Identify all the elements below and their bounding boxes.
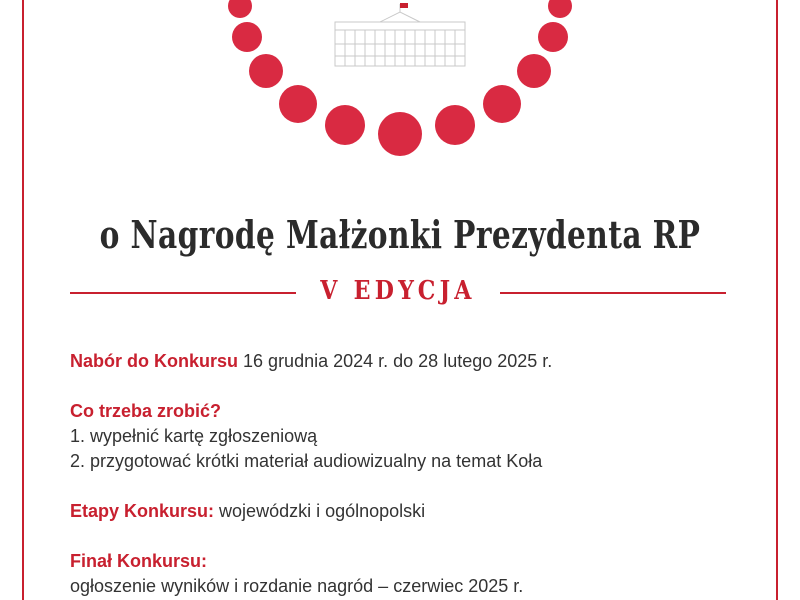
nabor-label: Nabór do Konkursu xyxy=(70,351,239,371)
bead xyxy=(378,112,422,156)
bead xyxy=(279,85,317,123)
nabor-value: 16 grudnia 2024 r. do 28 lutego 2025 r. xyxy=(243,351,553,371)
nabor-section xyxy=(70,349,760,374)
flag-icon xyxy=(400,3,408,8)
edition-banner xyxy=(70,276,726,312)
final-value: ogłoszenie wyników i rozdanie nagród – czerwiec 2025 r. xyxy=(70,576,524,596)
bead xyxy=(483,85,521,123)
bead xyxy=(325,105,365,145)
todo-item-2: 2. przygotować krótki materiał audiowizualny na temat Koła xyxy=(70,451,543,471)
etapy-value: wojewódzki i ogólnopolski xyxy=(219,501,426,521)
todo-section xyxy=(70,399,760,474)
edition-label: V EDYCJA xyxy=(320,276,476,306)
etapy-label: Etapy Konkursu: xyxy=(70,501,215,521)
palace-building-icon xyxy=(335,4,465,66)
divider-right xyxy=(500,292,726,294)
bead xyxy=(548,0,572,18)
necklace-beads xyxy=(228,0,572,156)
bead xyxy=(232,22,262,52)
final-section xyxy=(70,549,760,599)
final-label: Finał Konkursu: xyxy=(70,551,208,571)
bead xyxy=(538,22,568,52)
todo-item-1: 1. wypełnić kartę zgłoszeniową xyxy=(70,426,318,446)
etapy-section xyxy=(70,499,760,524)
bead xyxy=(249,54,283,88)
contest-info xyxy=(70,349,760,599)
bead xyxy=(228,0,252,18)
page-title: o Nagrodę Małżonki Prezydenta RP xyxy=(99,212,701,257)
bead xyxy=(517,54,551,88)
todo-label: Co trzeba zrobić? xyxy=(70,401,222,421)
bead xyxy=(435,105,475,145)
divider-left xyxy=(70,292,296,294)
bead-necklace-graphic xyxy=(0,0,800,200)
